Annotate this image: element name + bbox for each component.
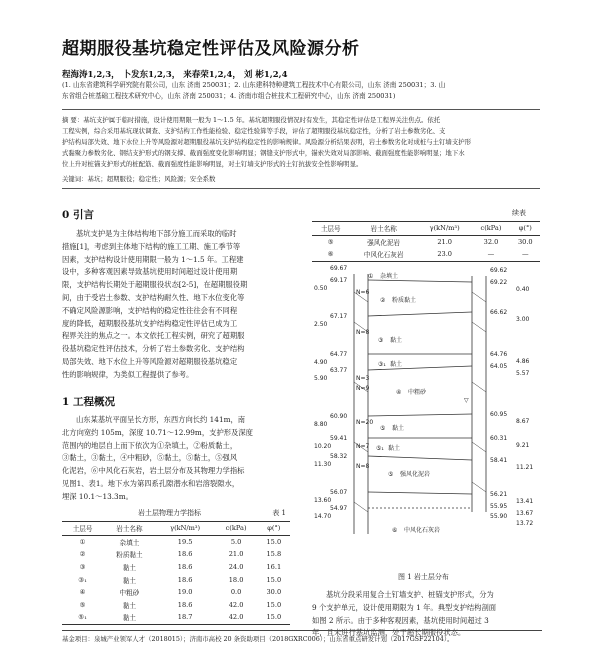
table-cell: 15.0 [266, 537, 282, 546]
right-depth-label: 13.72 [516, 520, 534, 527]
text-line: 程界关注的焦点之一。本文依托工程实例，研究了超期服 [62, 331, 245, 341]
text-line: ③黏土，③黏土，④中粗砂，⑤黏土，⑤黏土，⑤强风 [62, 453, 238, 463]
table-cell: 0.0 [230, 588, 242, 597]
left-elevation-label: 69.67 [330, 265, 348, 272]
layer-name-label: 黏土 [392, 425, 405, 432]
table-cell: 黏土 [122, 601, 137, 610]
right-elevation-label: 60.31 [490, 435, 508, 442]
table-cell: 中风化石灰岩 [363, 251, 404, 260]
table-cell: 黏土 [122, 564, 137, 573]
left-depth-label: 4.90 [314, 359, 328, 366]
text-line: 因素，支护结构设计使用期限一般为 1～1.5 年。工程建 [62, 254, 244, 264]
author-list: 程海涛1,2,3， 卜发东1,2,3， 来春荣1,2,4， 刘 彬1,2,4 [62, 70, 288, 80]
table-cell: 15.0 [266, 613, 282, 622]
text-line: 基坑支护是为主体结构地下部分施工而采取的临时 [76, 229, 237, 238]
table1-header: c(kPa) [225, 524, 247, 533]
right-depth-label: 4.86 [516, 358, 530, 365]
table1-label: 表 1 [272, 509, 286, 517]
text-line: 埋深 10.1～13.3m。 [62, 491, 133, 501]
text-line: 山东某基坑平面呈长方形，东西方向长约 141m，南 [76, 415, 246, 424]
table-cell: 24.0 [228, 563, 244, 572]
table-header: 土层号 [320, 225, 341, 234]
layer-number: ③ [378, 337, 384, 344]
layer-name-label: 中粗砂 [408, 389, 427, 396]
table-cell: 19.5 [177, 537, 193, 546]
table-cell: ④ [79, 588, 86, 597]
table-row [62, 573, 290, 586]
text-line: 见图1、表1。地下水为第四系孔隙潜水和岩溶裂隙水， [62, 478, 240, 488]
spt-blow-count-label: N=9 [356, 385, 370, 392]
table1-continued [312, 221, 540, 262]
table1-header: 土层号 [72, 525, 93, 534]
layer-number: ⑤₁ [376, 445, 384, 452]
spt-blow-count-label: N=8 [356, 463, 370, 470]
table-row [62, 611, 290, 624]
table-cell: 19.0 [177, 588, 193, 597]
table-cell: 30.0 [517, 237, 533, 246]
right-elevation-label: 64.76 [490, 351, 508, 358]
spt-blow-count-label: N=8 [356, 329, 370, 336]
right-elevation-label: 69.22 [490, 279, 508, 286]
abstract [62, 115, 542, 170]
table-cell: 18.6 [177, 550, 193, 559]
right-depth-label: 0.40 [516, 286, 530, 293]
table-cell: 16.1 [266, 563, 282, 572]
affiliation-line: (1. 山东省建筑科学研究院有限公司，山东 济南 250031；2. 山东建科特种建筑工程技术中心有限公司，山东 济南 250031；3. 山 [62, 81, 446, 89]
left-elevation-label: 60.90 [330, 413, 348, 420]
right-depth-label: 13.41 [516, 498, 534, 505]
right-elevation-label: 58.41 [490, 457, 508, 464]
layer-name-label: 黏土 [390, 337, 403, 344]
affiliation-line: 东省组合桩基础工程技术研究中心，山东 济南 250031；4. 济南市组合桩技术工程研究中心，山东 济南 250031) [62, 92, 396, 100]
left-elevation-label: 64.77 [330, 351, 348, 358]
text-line: 限，支护结构长期处于超期服役状态[2-5]，在超期服役期 [62, 280, 248, 290]
right-elevation-label: 56.21 [490, 491, 508, 498]
right-elevation-label: 55.95 [490, 503, 508, 510]
section-heading-introduction: 0 引言 [62, 209, 94, 221]
left-depth-label: 11.30 [314, 461, 332, 468]
table-row [62, 586, 290, 599]
text-line: 9 个支护单元，设计使用期限为 1 年。典型支护结构剖面 [312, 602, 497, 612]
layer-number: ② [380, 297, 386, 304]
table-cell: ⑤ [327, 237, 334, 246]
abstract-line: 护结构局部失效、地下水位上升等风险源对超期服役基坑支护结构稳定性的影响规律。风险源分析结果表明，岩土参数劣化对成桩与土钉墙支护形 [62, 138, 471, 146]
paper-title: 超期服役基坑稳定性评估及风险源分析 [62, 39, 360, 59]
funding-footnote: 基金项目：泉城产业领军人才（2018015）；济南市高校 20 条资助项目（2018GXRC006）；山东省重点研发计划（2017GSF22104）。 [62, 630, 542, 643]
text-line: 设中，多种客观因素导致基坑使用时间超过设计使用期 [62, 267, 238, 277]
table-cell: 黏土 [122, 614, 137, 623]
right-elevation-label: 69.62 [490, 267, 508, 274]
table-cell: ② [79, 550, 86, 559]
table-cell: — [487, 250, 495, 259]
table-cell: 18.6 [177, 563, 193, 572]
table-cell: 粉质黏土 [116, 551, 143, 560]
left-elevation-label: 69.17 [330, 277, 348, 284]
left-depth-label: 5.90 [314, 375, 328, 382]
table-cell: 杂填土 [119, 538, 140, 547]
table-row [62, 535, 290, 548]
introduction-text [62, 228, 290, 382]
left-elevation-label: 54.97 [330, 505, 348, 512]
table-cell: 42.0 [228, 600, 244, 609]
left-elevation-label: 58.32 [330, 453, 348, 460]
text-line: 措施[1]，考虑到主体地下结构的施工工期、施工季节等 [62, 241, 241, 251]
right-elevation-label: 66.62 [490, 309, 508, 316]
table-row [312, 248, 540, 261]
right-depth-label: 8.67 [516, 418, 530, 425]
layer-name-label: 强风化泥岩 [400, 471, 431, 478]
section-heading-project: 1 工程概况 [62, 396, 115, 408]
table-cell: ⑥ [327, 250, 334, 259]
text-line: 化泥岩，⑥中风化石灰岩，岩土层分布及其物理力学指标 [62, 466, 245, 476]
left-depth-label: 2.50 [314, 321, 328, 328]
keywords: 关键词：基坑；超期服役；稳定性；风险源；安全系数 [62, 175, 216, 183]
text-line: 范围内的地层自上而下依次为①杂填土，②粉质黏土， [62, 440, 238, 450]
table1-header: φ(°) [267, 524, 281, 533]
abstract-line: 位上升对桩锚支护形式的桩配筋、截面强度性能影响明显，对土钉墙支护形式的土钉抗拔安全性影响明显。 [62, 160, 363, 168]
text-line: 局部失效、地下水位上升等风险源对超期服役基坑稳定 [62, 356, 238, 366]
text-line: 性的影响规律，为类似工程提供了参考。 [62, 369, 194, 379]
figure1-caption: 图 1 岩土层分布 [398, 573, 449, 581]
table-cell: 21.0 [228, 550, 244, 559]
table-row [62, 548, 290, 561]
spt-blow-count-label: N=6 [356, 289, 370, 296]
table-cell: 15.8 [266, 550, 282, 559]
soil-profile-figure [312, 262, 540, 567]
left-depth-label: 8.80 [314, 421, 328, 428]
table-row [62, 561, 290, 574]
table-cell: 15.0 [266, 600, 282, 609]
left-depth-label: 14.70 [314, 513, 332, 520]
table-row [312, 235, 540, 248]
divider [62, 188, 540, 189]
right-depth-label: 9.21 [516, 442, 530, 449]
text-line: 役基坑稳定性评估技术，分析了岩土参数劣化、支护结构 [62, 344, 245, 354]
table-cell: 32.0 [483, 237, 499, 246]
table1-caption: 岩土层物理力学指标 [138, 509, 201, 517]
table-cell: 21.0 [437, 237, 452, 246]
layer-number: ③₁ [378, 361, 386, 368]
right-depth-label: 13.67 [516, 510, 534, 517]
text-line: 如图 2 所示。由于多种客观因素，基坑使用时间超过 3 [312, 615, 489, 625]
spt-blow-count-label: N=20 [356, 419, 374, 426]
layer-name-label: 黏土 [390, 361, 403, 368]
text-line: 不确定风险源影响，支护结构的稳定性往往会有不同程 [62, 305, 238, 315]
table-cell: 18.6 [177, 600, 193, 609]
table-cell: 42.0 [228, 613, 244, 622]
table-header: c(kPa) [480, 224, 502, 233]
layer-name-label: 黏土 [388, 445, 401, 452]
table-cell: 18.7 [177, 613, 193, 622]
left-depth-label: 0.50 [314, 285, 328, 292]
left-elevation-label: 63.77 [330, 367, 348, 374]
text-line: 年，且未进行基坑监测，处于超长期服役状态。 [312, 628, 466, 638]
table-cell: 18.6 [177, 575, 193, 584]
continued-label: 续表 [512, 209, 526, 217]
abstract-line: 式黏聚力参数劣化、钢结支护形式的钢支撑、截面强度变化影响明显；钢缝支护形式中，锚索失效对局部影响、截面强度性能影响明显；地下水 [62, 149, 465, 157]
project-text [62, 414, 290, 504]
right-elevation-label: 60.95 [490, 411, 508, 418]
groundwater-level-icon: ▽ [464, 397, 469, 404]
table1-header: 岩土名称 [116, 525, 143, 534]
table1 [62, 521, 290, 625]
spt-blow-count-label: N=7 [356, 443, 370, 450]
layer-name-label: 粉质黏土 [392, 297, 417, 304]
table-cell: — [521, 250, 529, 259]
table-header: 岩土名称 [370, 225, 397, 234]
table-cell: 5.0 [230, 537, 242, 546]
table-cell: 30.0 [266, 588, 282, 597]
table-cell: ① [79, 537, 86, 546]
right-depth-label: 11.21 [516, 464, 534, 471]
layer-number: ④ [396, 389, 402, 396]
left-depth-label: 10.20 [314, 443, 332, 450]
left-elevation-label: 56.07 [330, 489, 348, 496]
right-elevation-label: 64.05 [490, 363, 508, 370]
abstract-line: 摘 要：基坑支护属于临时措施，设计使用期限一般为 1～1.5 年。基坑超期服役情况时有发生，其稳定性评估是工程界关注焦点。依托 [62, 116, 441, 124]
table-cell: 黏土 [122, 576, 137, 585]
right-depth-label: 3.00 [516, 316, 530, 323]
layer-number: ⑤ [388, 471, 394, 478]
table-row [62, 599, 290, 612]
layer-name-label: 杂填土 [380, 273, 399, 280]
table-cell: ③ [79, 563, 86, 572]
spt-blow-count-label: N=3 [356, 375, 370, 382]
table-cell: 18.0 [228, 575, 244, 584]
table-header: φ(°) [518, 224, 532, 233]
table-cell: ⑤₁ [78, 613, 87, 622]
left-elevation-label: 67.17 [330, 313, 348, 320]
left-elevation-label: 59.41 [330, 435, 348, 442]
table-header: γ(kN/m³) [429, 224, 460, 233]
text-line: 北方向宽约 105m，深度 10.71～12.99m，支护形及深度 [62, 427, 253, 437]
table-cell: 15.0 [266, 575, 282, 584]
table1-header: γ(kN/m³) [170, 524, 201, 533]
table-cell: 强风化泥岩 [367, 238, 401, 247]
divider [62, 109, 540, 110]
text-line: 间，由于受岩土参数、支护结构耐久性、地下水位变化等 [62, 292, 245, 302]
right-depth-label: 5.57 [516, 370, 530, 377]
layer-number: ① [368, 273, 374, 280]
left-depth-label: 13.60 [314, 497, 332, 504]
layer-number: ⑥ [392, 527, 398, 534]
text-line: 基坑分段采用复合土钉墙支护、桩锚支护形式，分为 [326, 590, 494, 599]
layer-number: ⑤ [380, 425, 386, 432]
table-cell: 23.0 [437, 250, 452, 259]
table-cell: 中粗砂 [119, 589, 140, 598]
right-elevation-label: 55.90 [490, 513, 508, 520]
layer-name-label: 中风化石灰岩 [404, 527, 441, 534]
abstract-line: 工程实例，综合采用基坑现状调查、支护结构工作性能检验、稳定性验算等手段，评估了超期服役基坑稳定性，分析了岩土参数劣化、支 [62, 127, 446, 135]
affiliations [62, 80, 542, 102]
text-line: 度的降低，超期服役基坑支护结构稳定性评估已成为工 [62, 318, 238, 328]
table-cell: ③₁ [78, 575, 87, 584]
table-cell: ⑤ [79, 600, 86, 609]
